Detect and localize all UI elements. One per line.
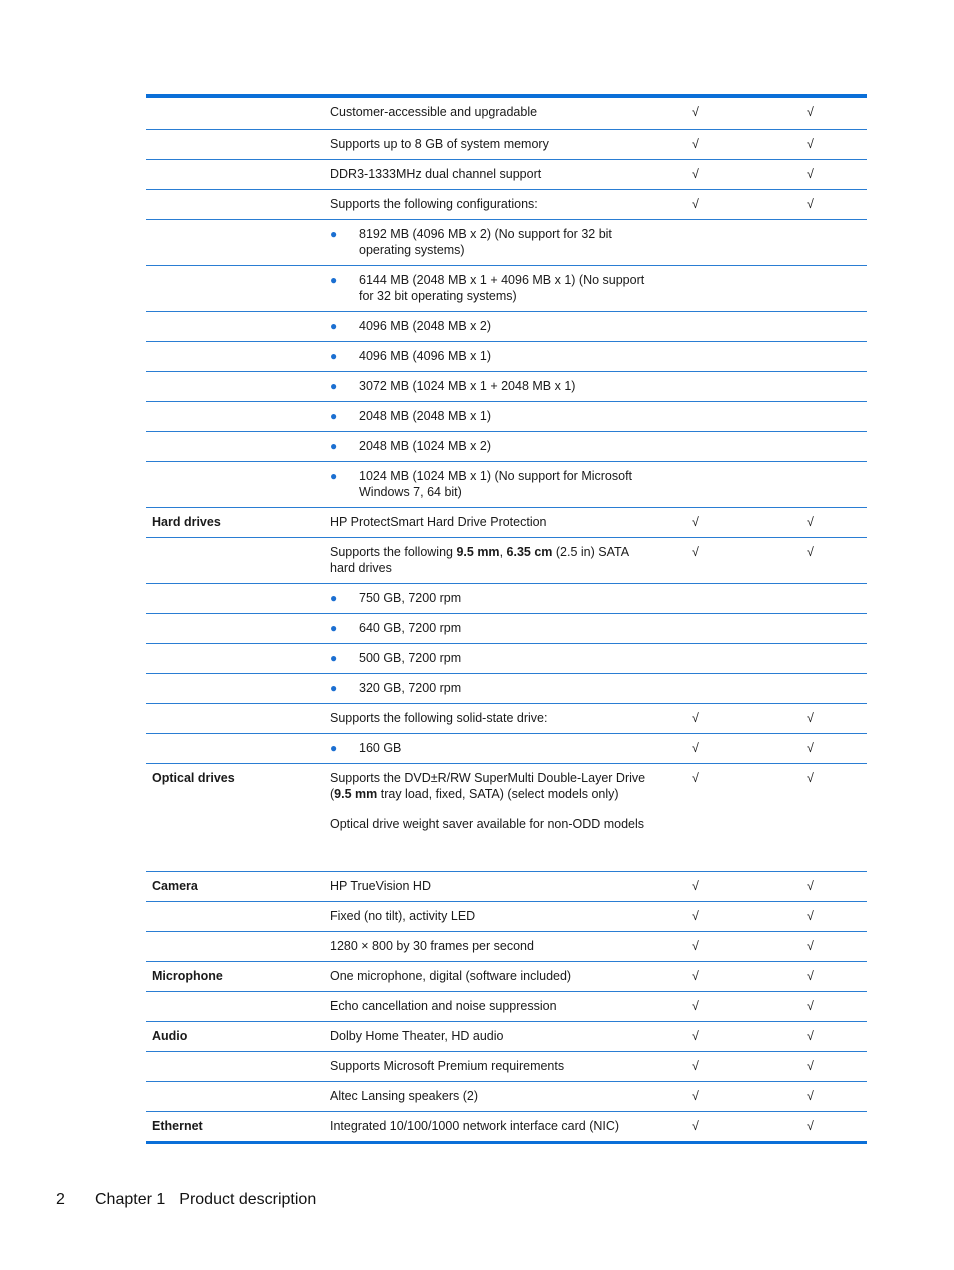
row-description: One microphone, digital (software included) xyxy=(330,968,572,983)
table-row xyxy=(146,507,867,537)
check-mark-icon xyxy=(769,673,867,703)
table-row xyxy=(146,1111,867,1142)
check-mark-icon xyxy=(652,401,769,431)
text-fragment: , xyxy=(499,544,507,559)
table-row xyxy=(146,613,867,643)
check-mark-icon xyxy=(652,371,769,401)
table-row xyxy=(146,537,867,583)
bullet-text: 8192 MB (4096 MB x 2) (No support for 32 bit operating systems) xyxy=(359,226,612,257)
check-mark-icon: √ xyxy=(692,1088,699,1103)
check-mark-icon xyxy=(769,341,867,371)
bullet-icon: ● xyxy=(330,318,338,333)
row-description: HP ProtectSmart Hard Drive Protection xyxy=(330,514,547,529)
row-category xyxy=(146,1051,324,1081)
check-mark-icon: √ xyxy=(692,105,699,119)
row-category xyxy=(146,643,324,673)
bullet-icon: ● xyxy=(330,650,338,665)
check-mark-icon: √ xyxy=(692,908,699,923)
bullet-text: 4096 MB (4096 MB x 1) xyxy=(359,348,492,363)
check-mark-icon: √ xyxy=(692,878,699,893)
table-row xyxy=(146,733,867,763)
table-row xyxy=(146,129,867,159)
table-row xyxy=(146,265,867,311)
check-mark-icon xyxy=(652,613,769,643)
bullet-text: 640 GB, 7200 rpm xyxy=(359,620,462,635)
row-description xyxy=(324,401,652,431)
bullet-text: 3072 MB (1024 MB x 1 + 2048 MB x 1) xyxy=(359,378,576,393)
check-mark-icon: √ xyxy=(692,1118,699,1133)
row-category xyxy=(146,159,324,189)
check-mark-icon: √ xyxy=(807,196,814,211)
check-mark-icon xyxy=(769,461,867,507)
row-category xyxy=(146,265,324,311)
check-mark-icon: √ xyxy=(692,770,699,785)
row-category: Hard drives xyxy=(152,514,221,529)
row-description: Integrated 10/100/1000 network interface card (NIC) xyxy=(330,1118,620,1133)
table-row xyxy=(146,189,867,219)
row-description xyxy=(324,673,652,703)
row-description xyxy=(324,461,652,507)
bullet-icon: ● xyxy=(330,590,338,605)
bullet-icon: ● xyxy=(330,272,338,287)
row-description: Fixed (no tilt), activity LED xyxy=(330,908,476,923)
chapter-title: Product description xyxy=(179,1191,317,1208)
table-row xyxy=(146,763,867,871)
row-description xyxy=(324,341,652,371)
row-description: 1280 × 800 by 30 frames per second xyxy=(330,938,534,953)
check-mark-icon xyxy=(769,219,867,265)
bullet-icon: ● xyxy=(330,680,338,695)
row-category xyxy=(146,371,324,401)
check-mark-icon xyxy=(652,265,769,311)
check-mark-icon: √ xyxy=(692,740,699,755)
row-description: Dolby Home Theater, HD audio xyxy=(330,1028,504,1043)
bullet-text: 320 GB, 7200 rpm xyxy=(359,680,462,695)
row-category xyxy=(146,991,324,1021)
table-row xyxy=(146,1081,867,1111)
row-description: Supports the following solid-state drive: xyxy=(330,710,548,725)
text-fragment: tray load, fixed, SATA) (select models only) xyxy=(377,786,619,801)
check-mark-icon: √ xyxy=(692,136,699,151)
check-mark-icon: √ xyxy=(692,968,699,983)
row-description: DDR3-1333MHz dual channel support xyxy=(330,166,542,181)
row-category xyxy=(146,583,324,613)
row-description: Customer-accessible and upgradable xyxy=(330,105,538,119)
row-category xyxy=(146,129,324,159)
row-description: Altec Lansing speakers (2) xyxy=(330,1088,478,1103)
table-row xyxy=(146,991,867,1021)
check-mark-icon xyxy=(652,461,769,507)
check-mark-icon: √ xyxy=(807,1028,814,1043)
bullet-text: 6144 MB (2048 MB x 1 + 4096 MB x 1) (No support for 32 bit operating systems) xyxy=(359,272,645,303)
check-mark-icon xyxy=(769,311,867,341)
table-row xyxy=(146,673,867,703)
row-category: Ethernet xyxy=(152,1118,203,1133)
table-row xyxy=(146,871,867,901)
table-row xyxy=(146,1021,867,1051)
table-row xyxy=(146,341,867,371)
check-mark-icon: √ xyxy=(807,968,814,983)
check-mark-icon: √ xyxy=(807,938,814,953)
row-category xyxy=(146,613,324,643)
table-row xyxy=(146,371,867,401)
row-category xyxy=(146,219,324,265)
check-mark-icon xyxy=(769,583,867,613)
row-description xyxy=(324,583,652,613)
check-mark-icon xyxy=(652,431,769,461)
check-mark-icon xyxy=(652,583,769,613)
check-mark-icon xyxy=(652,673,769,703)
bullet-text: 1024 MB (1024 MB x 1) (No support for Microsoft Windows 7, 64 bit) xyxy=(359,468,633,499)
row-category: Camera xyxy=(152,878,198,893)
bullet-icon: ● xyxy=(330,378,338,393)
bullet-text: 500 GB, 7200 rpm xyxy=(359,650,462,665)
row-category xyxy=(146,901,324,931)
check-mark-icon xyxy=(769,371,867,401)
chapter-label: Chapter 1 xyxy=(95,1191,166,1208)
table-row xyxy=(146,96,867,129)
row-category xyxy=(146,96,324,129)
row-description xyxy=(324,733,652,763)
bold-text: 6.35 cm xyxy=(506,544,553,559)
secondary-paragraph: Optical drive weight saver available for non-ODD models xyxy=(330,816,645,831)
text-fragment: Supports the following xyxy=(330,544,457,559)
bold-text: 9.5 mm xyxy=(334,786,378,801)
table-row xyxy=(146,461,867,507)
check-mark-icon: √ xyxy=(807,1058,814,1073)
row-category xyxy=(146,401,324,431)
row-description xyxy=(324,763,652,871)
check-mark-icon: √ xyxy=(807,740,814,755)
page-footer xyxy=(56,1191,316,1209)
row-description: Supports the following configurations: xyxy=(330,196,538,211)
check-mark-icon: √ xyxy=(807,770,814,785)
check-mark-icon: √ xyxy=(807,998,814,1013)
row-description xyxy=(324,613,652,643)
check-mark-icon xyxy=(652,341,769,371)
spec-table xyxy=(146,94,867,1144)
row-category: Audio xyxy=(152,1028,188,1043)
row-category xyxy=(146,1081,324,1111)
check-mark-icon: √ xyxy=(807,908,814,923)
check-mark-icon: √ xyxy=(692,938,699,953)
table-row xyxy=(146,583,867,613)
check-mark-icon: √ xyxy=(807,136,814,151)
row-category xyxy=(146,311,324,341)
check-mark-icon: √ xyxy=(692,544,699,559)
table-row xyxy=(146,703,867,733)
row-category xyxy=(146,931,324,961)
check-mark-icon: √ xyxy=(692,710,699,725)
bullet-icon: ● xyxy=(330,620,338,635)
text-fragment: Supports the DVD±R/RW SuperMulti Double-Layer Drive ( xyxy=(330,770,646,801)
bullet-icon: ● xyxy=(330,468,338,483)
row-category xyxy=(146,537,324,583)
table-row xyxy=(146,961,867,991)
bullet-text: 4096 MB (2048 MB x 2) xyxy=(359,318,492,333)
check-mark-icon: √ xyxy=(807,514,814,529)
row-category: Microphone xyxy=(152,968,223,983)
table-row xyxy=(146,643,867,673)
row-category xyxy=(146,703,324,733)
bullet-icon: ● xyxy=(330,408,338,423)
row-category: Optical drives xyxy=(152,770,235,785)
row-category xyxy=(146,431,324,461)
row-description: Supports Microsoft Premium requirements xyxy=(330,1058,565,1073)
bold-text: 9.5 mm xyxy=(456,544,500,559)
check-mark-icon: √ xyxy=(692,166,699,181)
row-category xyxy=(146,461,324,507)
check-mark-icon: √ xyxy=(692,1058,699,1073)
row-description xyxy=(324,265,652,311)
check-mark-icon xyxy=(769,643,867,673)
bullet-icon: ● xyxy=(330,348,338,363)
row-category xyxy=(146,733,324,763)
bullet-text: 160 GB xyxy=(359,740,402,755)
check-mark-icon xyxy=(769,401,867,431)
row-description xyxy=(324,643,652,673)
check-mark-icon: √ xyxy=(807,710,814,725)
check-mark-icon: √ xyxy=(807,878,814,893)
table-row xyxy=(146,159,867,189)
row-category xyxy=(146,341,324,371)
row-description: HP TrueVision HD xyxy=(330,878,431,893)
check-mark-icon xyxy=(769,613,867,643)
text-fragment: (2.5 in) SATA hard drives xyxy=(330,544,629,575)
row-description: Echo cancellation and noise suppression xyxy=(330,998,557,1013)
check-mark-icon: √ xyxy=(807,544,814,559)
bullet-text: 750 GB, 7200 rpm xyxy=(359,590,462,605)
table-row xyxy=(146,901,867,931)
table-row xyxy=(146,431,867,461)
check-mark-icon: √ xyxy=(692,1028,699,1043)
table-row xyxy=(146,401,867,431)
bullet-icon: ● xyxy=(330,226,338,241)
row-description xyxy=(324,537,652,583)
check-mark-icon xyxy=(769,265,867,311)
check-mark-icon: √ xyxy=(692,998,699,1013)
table-row xyxy=(146,311,867,341)
check-mark-icon xyxy=(652,311,769,341)
row-description: Supports up to 8 GB of system memory xyxy=(330,136,549,151)
row-category xyxy=(146,673,324,703)
check-mark-icon xyxy=(769,431,867,461)
page-number: 2 xyxy=(56,1191,65,1208)
check-mark-icon: √ xyxy=(807,1118,814,1133)
check-mark-icon xyxy=(652,643,769,673)
table-row xyxy=(146,219,867,265)
bullet-text: 2048 MB (1024 MB x 2) xyxy=(359,438,492,453)
bullet-icon: ● xyxy=(330,740,338,755)
check-mark-icon: √ xyxy=(692,196,699,211)
row-category xyxy=(146,189,324,219)
check-mark-icon: √ xyxy=(692,514,699,529)
table-row xyxy=(146,1051,867,1081)
check-mark-icon: √ xyxy=(807,105,814,119)
check-mark-icon xyxy=(652,219,769,265)
row-description xyxy=(324,431,652,461)
table-row xyxy=(146,931,867,961)
check-mark-icon: √ xyxy=(807,1088,814,1103)
row-description xyxy=(324,371,652,401)
row-description xyxy=(324,219,652,265)
check-mark-icon: √ xyxy=(807,166,814,181)
bullet-icon: ● xyxy=(330,438,338,453)
bullet-text: 2048 MB (2048 MB x 1) xyxy=(359,408,492,423)
row-description xyxy=(324,311,652,341)
